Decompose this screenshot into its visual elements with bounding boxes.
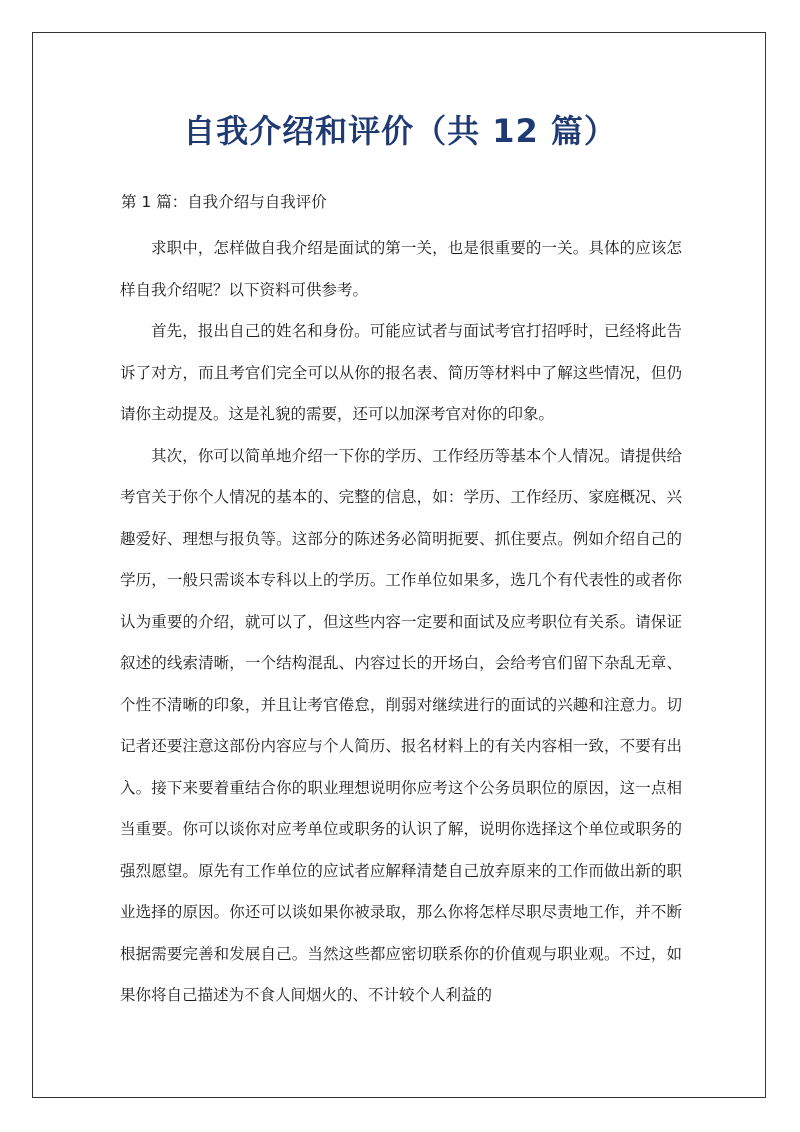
- section-heading: 第 1 篇：自我介绍与自我评价: [121, 193, 327, 211]
- document-body: [120, 228, 682, 1017]
- document-title: 自我介绍和评价（共 12 篇）: [183, 112, 617, 150]
- paragraph: 首先，报出自己的姓名和身份。可能应试者与面试考官打招呼时，已经将此告诉了对方，而且考官们完全可以从你的报名表、简历等材料中了解这些情况，但仍请你主动提及。这是礼貌的需要，还可以加深考官对你的印象。: [120, 322, 682, 423]
- paragraph: 其次，你可以简单地介绍一下你的学历、工作经历等基本个人情况。请提供给考官关于你个人情况的基本的、完整的信息，如：学历、工作经历、家庭概况、兴趣爱好、理想与报负等。这部分的陈述务必简明扼要、抓住要点。例如介绍自己的学历，一般只需谈本专科以上的学历。工作单位如果多，选几个有代表性的或者你认为重要的介绍，就可以了，但这些内容一定要和面试及应考职位有关系。请保证叙述的线索清晰，一个结构混乱、内容过长的开场白，会给考官们留下杂乱无章、个性不清晰的印象，并且让考官倦怠，削弱对继续进行的面试的兴趣和注意力。切记者还要注意这部份内容应与个人简历、报名材料上的有关内容相一致，不要有出入。接下来要着重结合你的职业理想说明你应考这个公务员职位的原因，这一点相当重要。你可以谈你对应考单位或职务的认识了解，说明你选择这个单位或职务的强烈愿望。原先有工作单位的应试者应解释清楚自己放弃原来的工作而做出新的职业选择的原因。你还可以谈如果你被录取，那么你将怎样尽职尽责地工作，并不断根据需要完善和发展自己。当然这些都应密切联系你的价值观与职业观。不过，如果你将自己描述为不食人间烟火的、不计较个人利益的: [120, 446, 682, 1004]
- paragraph: 求职中，怎样做自我介绍是面试的第一关，也是很重要的一关。具体的应该怎样自我介绍呢？以下资料可供参考。: [120, 239, 682, 299]
